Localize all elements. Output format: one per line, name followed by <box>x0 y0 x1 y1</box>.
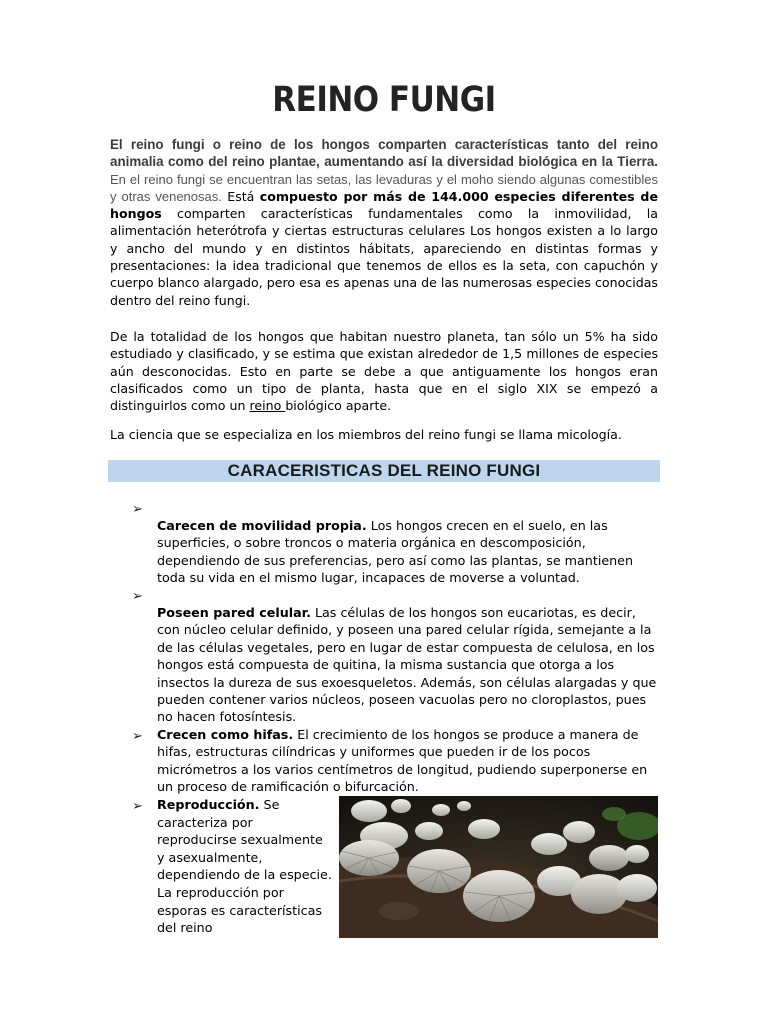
list-item-heading: Carecen de movilidad propia. <box>157 518 367 533</box>
intro-lead: El reino fungi o reino de los hongos comparten características tanto del reino animalia como del reino plantae, aumentando así la diversidad biológica en la Tierra. <box>110 137 658 170</box>
page-title: REINO FUNGI <box>272 79 496 121</box>
intro-paragraph <box>110 136 658 309</box>
list-item-text: Se caracteriza por reproducirse sexualmente y asexualmente, dependiendo de la especie. La reproducción por esporas es características del reino <box>157 797 332 936</box>
bullet-arrow-icon: ➢ <box>132 798 143 813</box>
list-item-hifas <box>157 726 657 796</box>
reino-link[interactable]: reino <box>249 398 286 414</box>
list-item-heading: Crecen como hifas. <box>157 727 294 742</box>
list-item-reproduccion <box>157 796 332 937</box>
intro-lead-light: En el reino fungi se encuentran las setas, las levaduras y el moho siendo algunas comestibles y otras venenosas. <box>110 171 658 204</box>
section-heading-banner <box>108 460 660 482</box>
list-item-heading: Reproducción. <box>157 797 260 812</box>
list-item-text: El crecimiento de los hongos se produce a manera de hifas, estructuras cilíndricas y uniformes que pueden ir de los pocos micrómetros a los varios centímetros de longitud, pudiendo superponerse en un proceso de ramificación o bifurcación. <box>157 727 648 795</box>
list-item-text: Los hongos crecen en el suelo, en las superficies, o sobre troncos o materia orgánica en descomposición, dependiendo de sus preferencias, pero así como las plantas, se mantienen toda su vida en el mismo lugar, incapaces de moverse a voluntad. <box>157 518 634 586</box>
intro-rest: comparten características fundamentales como la inmovilidad, la alimentación heterótrofa y ciertas estructuras celulares Los hongos existen a lo largo y ancho del mundo y en distintos hábitats, apareciendo en distintas formas y presentaciones: la idea tradicional que tenemos de ellos es la seta, con capuchón y cuerpo blanco alargado, pero esa es apenas una de las numerosas especies conocidas dentro del reino fungi. <box>110 206 658 308</box>
mushroom-illustration <box>339 796 658 938</box>
section-heading: CARACERISTICAS DEL REINO FUNGI <box>227 461 541 480</box>
bullet-arrow-icon: ➢ <box>132 501 143 516</box>
list-item-movilidad <box>157 517 657 587</box>
list-item-heading: Poseen pared celular. <box>157 605 311 620</box>
mushroom-photo <box>339 796 658 938</box>
paragraph-micologia: La ciencia que se especializa en los miembros del reino fungi se llama micología. <box>110 427 622 442</box>
paragraph-totality-text: De la totalidad de los hongos que habitan nuestro planeta, tan sólo un 5% ha sido estudiado y clasificado, y se estima que existan alrededor de 1,5 millones de especies aún desconocidas. Esto en parte se debe a que antiguamente los hongos eran clasificados como un tipo de planta, hasta que en el siglo XIX se empezó a distinguirlos como un <box>110 329 658 414</box>
list-item-pared-celular <box>157 604 657 726</box>
bullet-arrow-icon: ➢ <box>132 588 143 603</box>
paragraph-totality <box>110 328 658 414</box>
intro-esta: Está <box>221 188 260 204</box>
paragraph-totality-tail: biológico aparte. <box>285 398 392 414</box>
bullet-arrow-icon: ➢ <box>132 728 143 743</box>
list-item-text: Las células de los hongos son eucariotas, es decir, con núcleo celular definido, y poseen una pared celular rígida, semejante a la de las células vegetales, pero en lugar de estar compuesta de celulosa, en los hongos está compuesta de quitina, la misma sustancia que otorga a los insectos la dureza de sus exoesqueletos. Además, son células alargadas y que pueden contener varios núcleos, poseen vacuolas pero no cloroplastos, pues no hacen fotosíntesis. <box>157 605 657 725</box>
intro-species-count: compuesto por más de 144.000 especies diferentes de hongos <box>110 188 658 222</box>
